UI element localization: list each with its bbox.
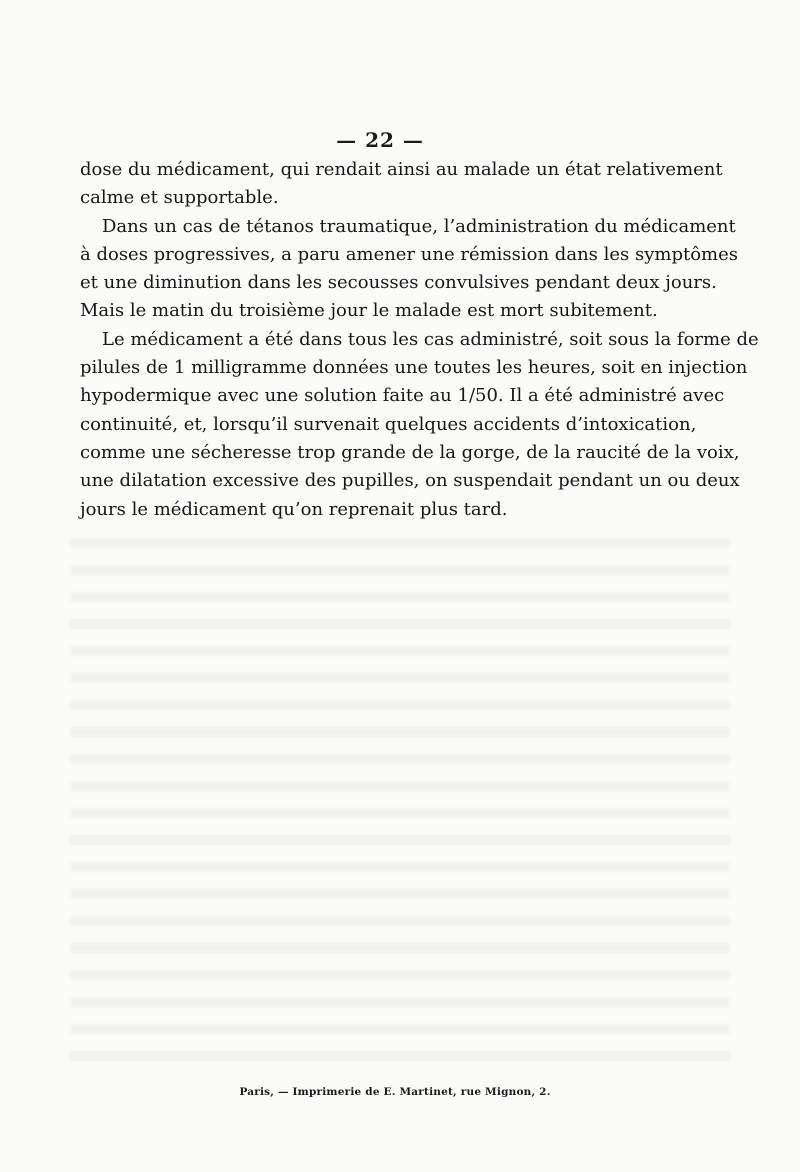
show-through-texture	[70, 530, 730, 1070]
paragraph-2	[80, 213, 739, 326]
printer-imprint: Paris, — Imprimerie de E. Martinet, rue Mignon, 2.	[239, 1086, 551, 1098]
text-line: calme et supportable.	[80, 187, 279, 209]
text-line: pilules de 1 milligramme données une toutes les heures, soit en injection	[80, 357, 748, 379]
page-number: — 22 —	[336, 128, 424, 152]
text-line: Dans un cas de tétanos traumatique, l’administration du médicament	[102, 215, 736, 237]
text-line: Le médicament a été dans tous les cas administré, soit sous la forme de	[102, 328, 759, 350]
text-line: comme une sécheresse trop grande de la gorge, de la raucité de la voix,	[80, 441, 740, 463]
text-line: Mais le matin du troisième jour le malade est mort subitement.	[80, 300, 658, 322]
body-text	[80, 156, 759, 524]
paragraph-1	[80, 156, 723, 213]
text-line: jours le médicament qu’on reprenait plus tard.	[80, 498, 508, 520]
text-line: hypodermique avec une solution faite au 1/50. Il a été administré avec	[80, 385, 725, 407]
text-line: dose du médicament, qui rendait ainsi au malade un état relativement	[80, 159, 723, 180]
paragraph-3	[80, 326, 759, 524]
text-line: et une diminution dans les secousses convulsives pendant deux jours.	[80, 272, 717, 294]
text-line: une dilatation excessive des pupilles, on suspendait pendant un ou deux	[80, 470, 740, 492]
text-line: continuité, et, lorsqu’il survenait quelques accidents d’intoxication,	[80, 413, 697, 435]
text-line: à doses progressives, a paru amener une rémission dans les symptômes	[80, 243, 739, 265]
